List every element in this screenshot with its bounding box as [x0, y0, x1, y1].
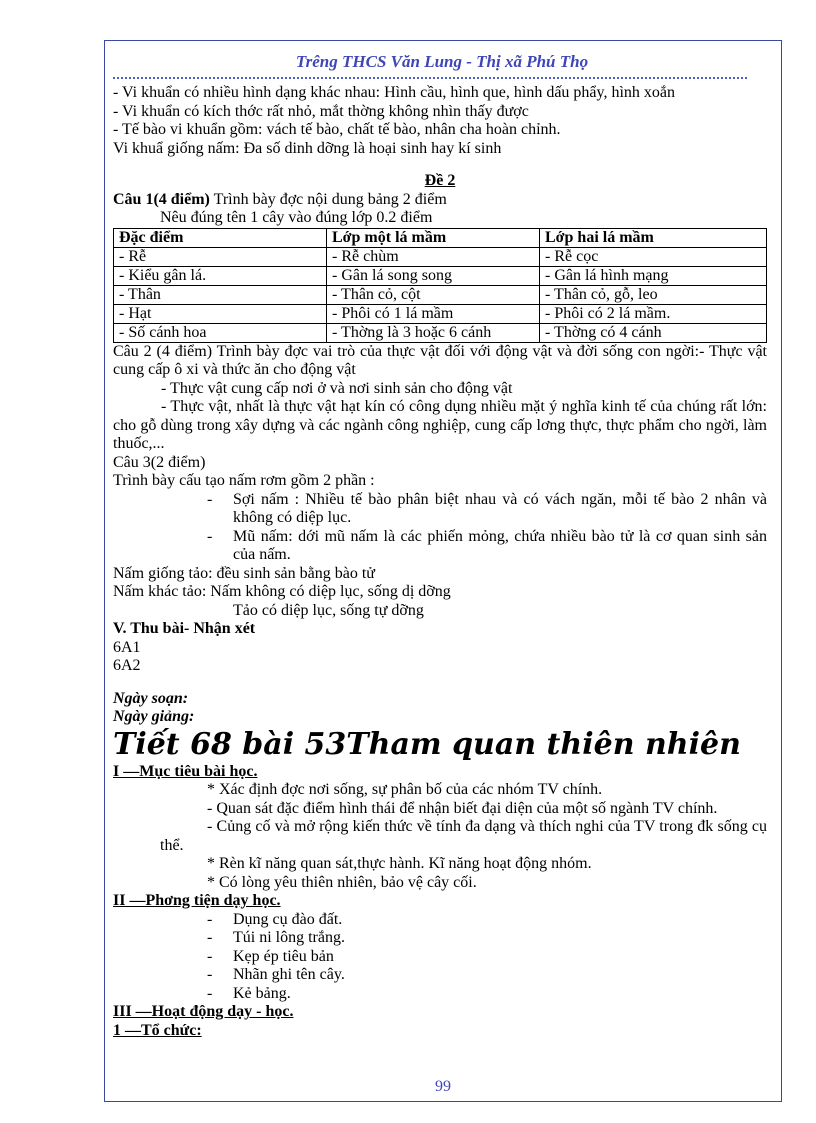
table-cell: - Kiểu gân lá.	[114, 266, 327, 285]
section-3-title: III —Hoạt động dạy - học.	[113, 1003, 294, 1020]
question-3-label: Câu 3(2 điểm)	[113, 453, 206, 471]
bacteria-line: - Tế bào vi khuẩn gồm: vách tế bào, chất tế bào, nhân cha hoàn chỉnh.	[113, 121, 561, 138]
section-5-title: V. Thu bài- Nhận xét	[113, 620, 256, 637]
question-3-intro: Trình bày cấu tạo nấm rơm gồm 2 phần :	[113, 472, 375, 489]
difference-line: Tảo có diệp lục, sống tự dỡng	[233, 601, 424, 619]
list-item: - Sợi nấm : Nhiều tế bào phân biệt nhau và có vách ngăn, mỗi tế bào 2 nhân và không có diệp lục.	[207, 490, 767, 526]
question-1-label: Câu 1(4 điểm)	[113, 190, 210, 208]
similarity-line: Nấm giống tảo: đều sinh sản bằng bào tử	[113, 564, 375, 582]
bacteria-line: - Vi khuẩn có nhiều hình dạng khác nhau: Hình cầu, hình que, hình dấu phẩy, hình xoắn	[113, 84, 676, 101]
list-item: - Mũ nấm: dới mũ nấm là các phiến mỏng, chứa nhiều bào tử là cơ quan sinh sản của nấm.	[207, 527, 767, 563]
table-header: Lớp một lá mầm	[327, 228, 540, 247]
question-1	[113, 191, 767, 210]
section-1-title: I —Mục tiêu bài học.	[113, 762, 258, 780]
bacteria-line: - Vi khuẩn có kích thớc rất nhỏ, mắt thờng không nhìn thấy được	[113, 102, 529, 120]
table-cell: - Hạt	[114, 304, 327, 323]
question-2-intro: Câu 2 (4 điểm) Trình bày đợc vai trò của thực vật đối với động vật và đời sống con ngời:- Thực vật cung cấp ô xi và thức ăn cho động vật	[113, 342, 767, 378]
taught-date-label: Ngày giảng:	[113, 708, 195, 725]
table-row	[114, 323, 767, 342]
exam-title: Đề 2	[424, 172, 456, 189]
list-item: - Kẻ bảng.	[207, 984, 291, 1002]
table-row	[114, 304, 767, 323]
table-cell: - Gân lá hình mạng	[540, 266, 767, 285]
table-cell: - Phôi có 2 lá mầm.	[540, 304, 767, 323]
table-cell: - Thân cỏ, cột	[327, 285, 540, 304]
table-header-row	[114, 228, 767, 247]
objective-item: - Củng cố và mở rộng kiến thức về tính đa dạng và thích nghi của TV trong đk sống cụ thể.	[160, 818, 767, 854]
page-content	[113, 84, 767, 1040]
header-divider	[113, 77, 747, 79]
table-cell: - Số cánh hoa	[114, 323, 327, 342]
list-item: - Túi ni lông trắng.	[207, 929, 345, 946]
table-cell: - Rễ	[114, 247, 327, 266]
class-name: 6A2	[113, 657, 141, 674]
section-3-subtitle: 1 —Tổ chức:	[113, 1021, 202, 1039]
table-header: Đặc điểm	[114, 228, 327, 247]
list-item: - Nhãn ghi tên cây.	[207, 966, 345, 983]
materials-list	[113, 911, 767, 1004]
table-cell: - Rễ cọc	[540, 247, 767, 266]
table-cell: - Thờng là 3 hoặc 6 cánh	[327, 323, 540, 342]
table-cell: - Phôi có 1 lá mầm	[327, 304, 540, 323]
bacteria-line: Vi khuẩ giống nấm: Đa số dinh dỡng là hoại sinh hay kí sinh	[113, 139, 502, 157]
class-name: 6A1	[113, 638, 141, 656]
comparison-table	[113, 228, 767, 343]
mushroom-parts-list	[113, 491, 767, 565]
question-1-text: Trình bày đợc nội dung bảng 2 điểm	[209, 190, 447, 208]
table-cell: - Rễ chùm	[327, 247, 540, 266]
page-number: 99	[435, 1078, 451, 1095]
list-item: - Dụng cụ đào đất.	[207, 910, 343, 928]
objective-item: * Rèn kĩ năng quan sát,thực hành. Kĩ năng hoạt động nhóm.	[207, 855, 592, 872]
objective-item: - Quan sát đặc điểm hình thái để nhận biết đại diện của một số ngành TV chính.	[207, 799, 718, 817]
table-row	[114, 266, 767, 285]
objective-item: * Xác định đợc nơi sống, sự phân bố của các nhóm TV chính.	[207, 781, 603, 798]
objective-item: * Có lòng yêu thiên nhiên, bảo vệ cây cối.	[207, 873, 477, 891]
question-2-line: - Thực vật, nhất là thực vật hạt kín có công dụng nhiều mặt ý nghĩa kinh tế của chúng rất lớn: cho gỗ dùng trong xây dựng và các ngành công nghiệp, cung cấp lơng thực, thực phẩm cho ngời, làm thuốc,...	[113, 398, 767, 452]
list-item: - Kẹp ép tiêu bản	[207, 947, 334, 965]
difference-line: Nấm khác tảo: Nấm không có diệp lục, sống dị dỡng	[113, 583, 451, 600]
page-header: Trêng THCS Văn Lung - Thị xã Phú Thọ	[295, 52, 589, 71]
table-cell: - Thân cỏ, gỗ, leo	[540, 285, 767, 304]
lesson-title: Tiết 68 bài 53Tham quan thiên nhiên	[113, 726, 741, 762]
table-row	[114, 285, 767, 304]
table-cell: - Gân lá song song	[327, 266, 540, 285]
section-2-title: II —Phơng tiện dạy học.	[113, 892, 281, 909]
question-1-note: Nêu đúng tên 1 cây vào đúng lớp 0.2 điểm	[160, 209, 433, 226]
table-header: Lớp hai lá mầm	[540, 228, 767, 247]
prepared-date-label: Ngày soạn:	[113, 689, 189, 707]
question-2-line: - Thực vật cung cấp nơi ở và nơi sinh sản cho động vật	[161, 379, 513, 397]
table-row	[114, 247, 767, 266]
table-cell: - Thân	[114, 285, 327, 304]
table-cell: - Thờng có 4 cánh	[540, 323, 767, 342]
